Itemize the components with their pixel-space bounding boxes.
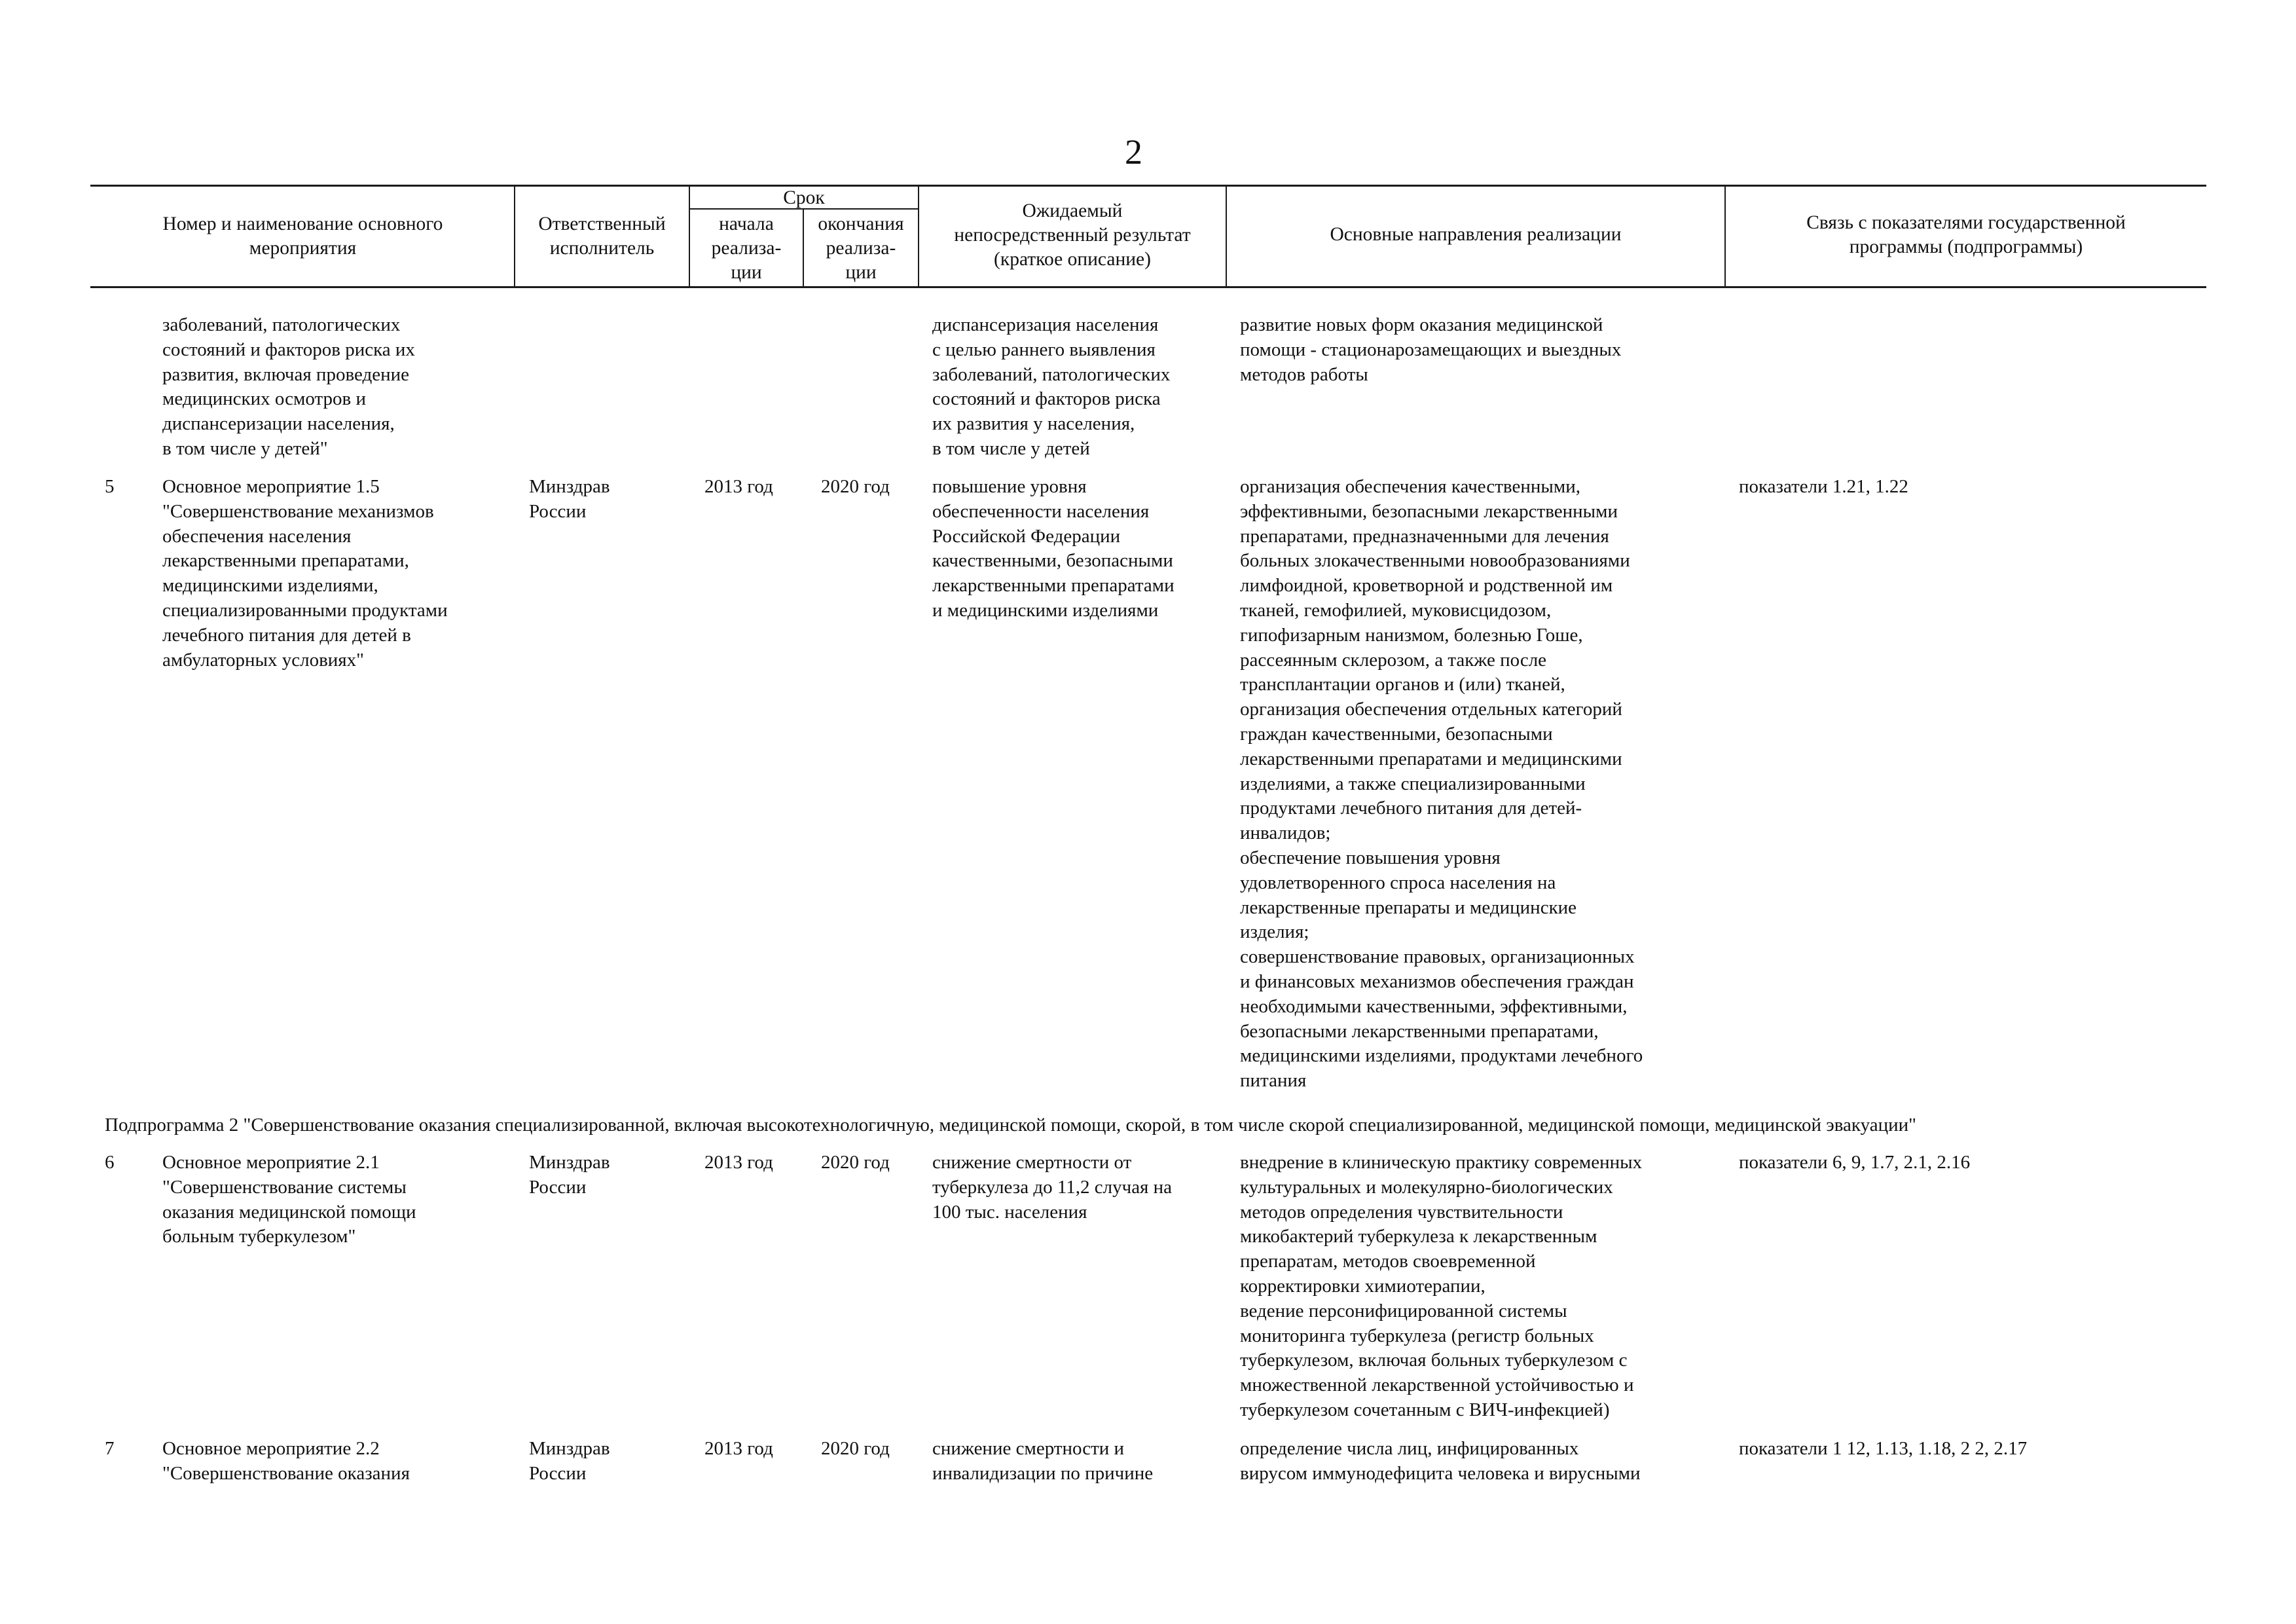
row-executor: Минздрав России [529,476,610,522]
header-result: Ожидаемый непосредственный результат (краткое описание) [954,200,1191,270]
row-name: Основное мероприятие 2.2 "Совершенствование оказания [162,1438,410,1484]
header-start: начала реализа- ции [711,213,782,283]
page-number: 2 [1125,132,1142,172]
header-end: окончания реализа- ции [818,213,904,283]
row-end: 2020 год [821,476,890,497]
subprogram-heading: Подпрограмма 2 "Совершенствование оказания специализированной, включая высокотехнологичную, медицинской помощи, скорой, в том числе скорой специализированной, медицинской помощи, медицинской эвакуации" [105,1115,1916,1135]
row-start: 2013 год [704,476,773,497]
header-link: Связь с показателями государственной программы (подпрограммы) [1806,212,2126,257]
header-executor: Ответственный исполнитель [538,213,666,259]
header-directions: Основные направления реализации [1330,224,1622,245]
row-directions: организация обеспечения качественными, эффективными, безопасными лекарственными препаратами, предназначенными для лечения больных злокачественными новообразованиями лимфоидной, кроветворной и родственной им тканей, гемофилией, муковисцидозом, гипофизарным нанизмом, болезнью Гоше, рассеянным склерозом, а также после трансплантации органов и (или) тканей, организация обеспечения отдельных категорий граждан качественными, безопасными лекарственными препаратами и медицинскими изделиями, а также специализированными продуктами лечебного питания для детей- инвалидов; обеспечение повышения уровня удовлетворенного спроса населения на лекарственные препараты и медицинские изделия; совершенствование правовых, организационных и финансовых механизмов обеспечения граждан необходимыми качественными, эффективными, безопасными лекарственными препаратами, медицинскими изделиями, продуктами лечебного питания [1240,476,1643,1092]
header-name: Номер и наименование основного мероприятия [162,213,443,259]
header-term: Срок [783,187,825,208]
row-start: 2013 год [704,1438,773,1459]
row-link: показатели 6, 9, 1.7, 2.1, 2.16 [1739,1152,1971,1173]
row-result: снижение смертности и инвалидизации по причине [932,1438,1154,1484]
header-bottom-rule [90,286,2206,288]
row-executor: Минздрав России [529,1152,610,1198]
row-name: Основное мероприятие 1.5 "Совершенствование механизмов обеспечения населения лекарственными препаратами, медицинскими изделиями, специализированными продуктами лечебного питания для детей в амбулаторных условиях" [162,476,448,671]
row-result: диспансеризация населения с целью раннего выявления заболеваний, патологических состояний и факторов риска их развития у населения, в том числе у детей [932,314,1171,459]
row-executor: Минздрав России [529,1438,610,1484]
row-directions: развитие новых форм оказания медицинской помощи - стационарозамещающих и выездных методов работы [1240,314,1622,385]
row-end: 2020 год [821,1438,890,1459]
row-end: 2020 год [821,1152,890,1173]
row-name: Основное мероприятие 2.1 "Совершенствование системы оказания медицинской помощи больным туберкулезом" [162,1152,416,1247]
row-directions: определение числа лиц, инфицированных вирусом иммунодефицита человека и вирусными [1240,1438,1641,1484]
row-result: снижение смертности от туберкулеза до 11,2 случая на 100 тыс. населения [932,1152,1173,1223]
row-number: 6 [105,1152,115,1173]
row-link: показатели 1.21, 1.22 [1739,476,1908,497]
header-top-rule [90,185,2206,187]
row-directions: внедрение в клиническую практику современных культуральных и молекулярно-биологических методов определения чувствительности микобактерий туберкулеза к лекарственным препаратам, методов своевременной корректировки химиотерапии, ведение персонифицированной системы мониторинга туберкулеза (регистр больных туберкулезом, включая больных туберкулезом с множественной лекарственной устойчивостью и туберкулезом сочетанным с ВИЧ-инфекцией) [1240,1152,1643,1420]
row-number: 5 [105,476,115,497]
row-name: заболеваний, патологических состояний и факторов риска их развития, включая проведение медицинских осмотров и диспансеризации населения, в том числе у детей" [162,314,415,459]
row-number: 7 [105,1438,115,1459]
row-start: 2013 год [704,1152,773,1173]
row-result: повышение уровня обеспеченности населения Российской Федерации качественными, безопасными лекарственными препаратами и медицинскими изделиями [932,476,1175,621]
row-link: показатели 1 12, 1.13, 1.18, 2 2, 2.17 [1739,1438,2028,1459]
